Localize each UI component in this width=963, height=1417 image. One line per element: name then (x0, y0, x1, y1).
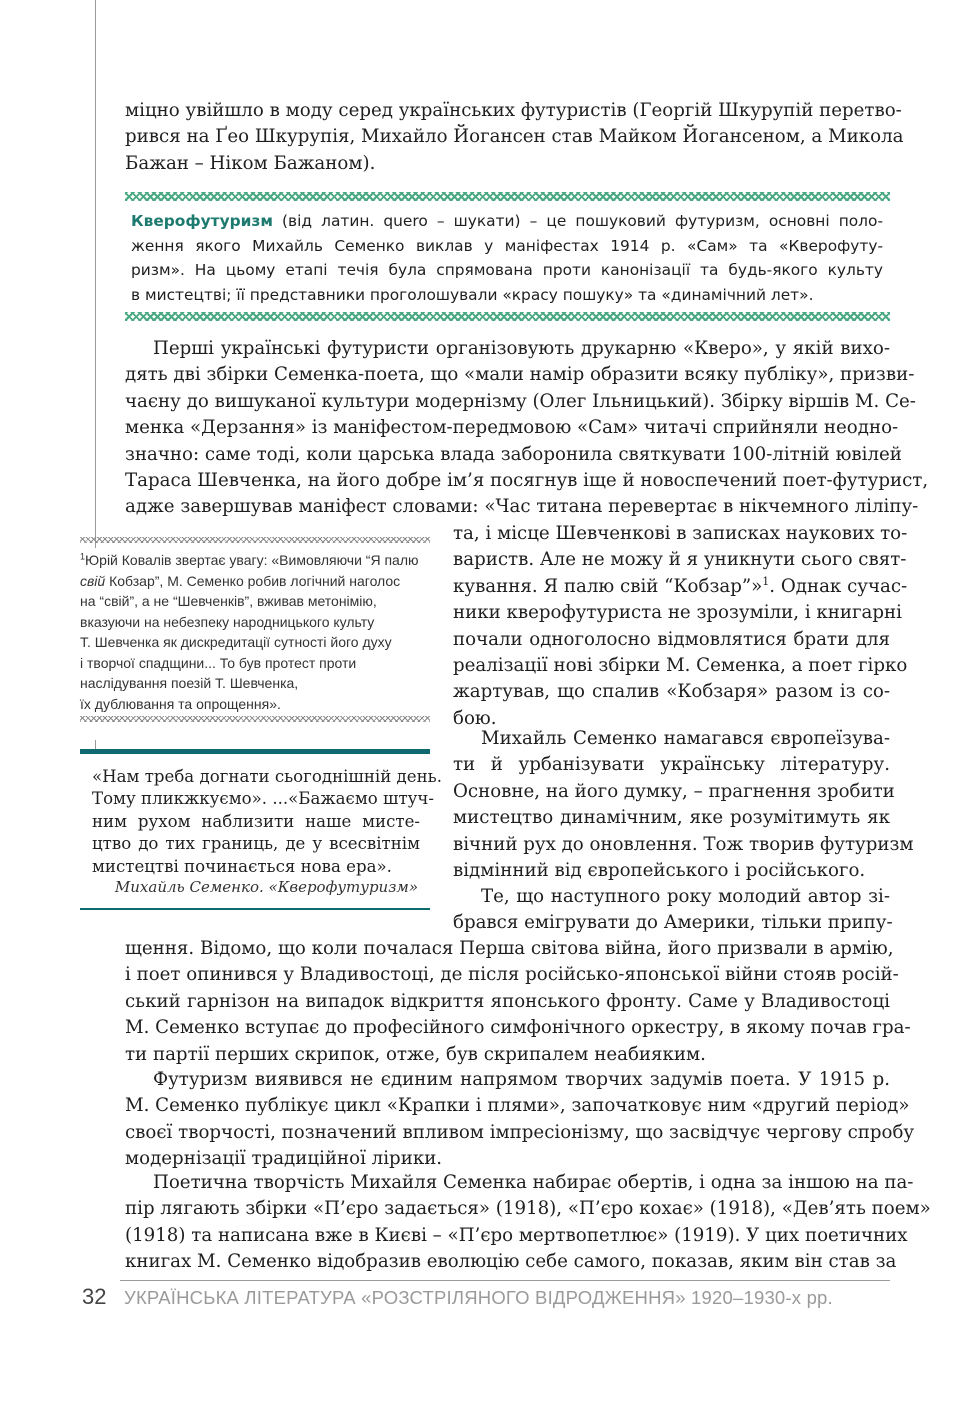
page-number: 32 (82, 1284, 107, 1309)
paragraph-2 (453, 726, 914, 884)
text-line: реалізації нові збірки М. Семенка, а поет гірко (453, 655, 908, 677)
text-line: дять дві збірки Семенка-поета, що «мали намір образити всяку публіку», призви- (125, 364, 915, 386)
definition-line: ження якого Михайль Семенко виклав у маніфестах 1914 р. «Сам» та «Кверофуту- (131, 236, 883, 255)
paragraph-5 (125, 1170, 931, 1276)
definition-ornament-bottom (125, 312, 890, 321)
quote-line: цтво до тих границь, де у всесвітнім (92, 834, 420, 854)
margin-rule (95, 0, 96, 548)
quote-line: мистецтві починається нова ера». (92, 856, 392, 876)
text-line: мистецтво динамічним, яке розумітимуть як (453, 807, 890, 829)
text-line: бою. (453, 707, 497, 729)
text-line: книгах М. Семенко відобразив еволюцію себе самого, показав, яким він став за (125, 1251, 897, 1273)
footnote-emphasis: свій (80, 572, 106, 589)
definition-ornament-top (125, 192, 890, 201)
text-line: і поет опинився у Владивостоці, де після російсько-японської війни стояв росій- (125, 964, 899, 986)
footnote: $^1$Юрій Ковалів звертає увагу: «Вимовляючи “Я палю свій Кобзар”, М. Семенко робив логічний наголос на “свій”, а не “Шевченків”, вживав метонімію, вказуючи на небезпеку народницького культу Т. Шевченка як дискредитації сутності його духу і творчої спадщини... То був протест проти наслідування поезій Т. Шевченка, їх дублювання та опрощення». (80, 550, 425, 714)
intro-paragraph (125, 98, 904, 177)
text-line: вічний рух до оновлення. Тож творив футуризм (453, 833, 914, 855)
text-line: ники кверофутуриста не зрозуміли, і книгарні (453, 602, 902, 624)
text-line: міцно увійшло в моду серед українських футуристів (Георгій Шкурупій перетво- (125, 100, 902, 121)
quote-source: Михайль Семенко. «Кверофутуризм» (114, 878, 418, 896)
text-line: Поетична творчість Михайля Семенка набирає обертів, і одна за іншою на па- (153, 1172, 914, 1193)
footnote-line: Т. Шевченка як дискредитації сутності його духу (80, 634, 392, 650)
quote-line: ним рухом наблизити наше мисте- (92, 811, 420, 831)
text-line: Тараса Шевченка, на його добре ім’я посягнув іще й новоспечений поет-футурист, (125, 470, 929, 492)
text-line: вариств. Але не можу й я уникнути сього свят- (453, 549, 907, 571)
text-line: адже завершував маніфест словами: «Час титана перевертає в нікчемного ліліпу- (125, 496, 919, 518)
text-line: Основне, на його думку, – прагнення зробити (453, 780, 895, 802)
text-line: кування. Я палю свій “Кобзар”»$^1$. Однак сучас- (453, 574, 908, 597)
paragraph-1-right (453, 521, 908, 732)
text-line: М. Семенко вступає до професійного симфонічного оркестру, в якому почав гра- (125, 1017, 911, 1039)
text-line: та, і місце Шевченкові в записках наукових то- (453, 523, 908, 544)
definition-line: Кверофутуризм (від латин. quero – шукати) – це пошуковий футуризм, основні поло- (131, 212, 883, 230)
text-line: (1918) та написана вже в Києві – «П’єро мертвопетлює» (1919). У цих поетичних (125, 1224, 908, 1246)
text-line: ський гарнізон на випадок відкриття японського фронту. Саме у Владивостоці (125, 990, 890, 1012)
text-line: Те, що наступного року молодий автор зі- (481, 886, 890, 907)
text-line: почали одноголосно відмовлятися брати для (453, 628, 890, 650)
footnote-ref: 1 (762, 574, 770, 588)
footer-rule (120, 1280, 890, 1281)
definition-block (131, 209, 883, 307)
text-line: чаєну до вишуканої культури модернізму (Олег Ільницький). Збірку віршів М. Се- (125, 390, 916, 412)
text-line: ти партії перших скрипок, отже, був скрипалем неабияким. (125, 1043, 706, 1065)
footnote-number: 1 (80, 551, 86, 562)
text-line: відмінний від європейського і російського. (453, 860, 866, 882)
footnote-line: і творчої спадщини... То був протест проти (80, 654, 357, 671)
quote-block (92, 766, 442, 878)
text-line: пір лягають збірки «П’єро задається» (1918), «П’єро кохає» (1918), «Дев’ять поем» (125, 1198, 931, 1220)
text-line: брався емігрувати до Америки, тільки припу- (453, 912, 893, 934)
text-line: своєї творчості, позначений впливом імпресіонізму, що засвідчує чергову спробу (125, 1121, 915, 1143)
footnote-line: на “свій”, а не “Шевченків”, вживав метонімію, (80, 593, 377, 609)
paragraph-3-right (453, 884, 893, 937)
text-line: значно: саме тоді, коли царська влада заборонила святкувати 100-літній ювілей (125, 443, 902, 465)
text-line: Бажан – Ніком Бажаном). (125, 152, 376, 174)
quote-rule-top (80, 749, 430, 754)
text-line: Футуризм виявився не єдиним напрямом творчих задумів поета. У 1915 р. (153, 1069, 890, 1090)
text-line: рився на Ґео Шкурупія, Михайло Йогансен став Майком Йогансеном, а Микола (125, 126, 904, 148)
paragraph-3 (125, 936, 911, 1068)
definition-term: Кверофутуризм (131, 212, 273, 230)
footnote-ornament-top (80, 537, 430, 543)
footnote-line: їх дублювання та опрощення». (80, 695, 281, 712)
paragraph-4 (125, 1067, 915, 1173)
definition-line: в мистецтві; її представники проголошували «красу пошуку» та «динамічний лет». (131, 285, 814, 304)
running-head: УКРАЇНСЬКА ЛІТЕРАТУРА «РОЗСТРІЛЯНОГО ВІДРОДЖЕННЯ» 1920–1930-х рр. (124, 1287, 833, 1308)
paragraph-1 (125, 336, 929, 521)
text-line: ти й урбанізувати українську літературу. (453, 754, 890, 776)
footnote-line: вказуючи на небезпеку народницького культу (80, 613, 375, 630)
quote-line: «Нам треба догнати сьогоднішній день. (92, 767, 442, 786)
text-line: жартував, що спалив «Кобзаря» разом із со- (453, 681, 890, 703)
quote-rule-bottom (80, 908, 430, 910)
text-line: менка «Дерзання» із маніфестом-передмовою «Сам» читачі сприйняли неодно- (125, 417, 899, 439)
text-line: модернізації традиційної лірики. (125, 1148, 443, 1170)
text-line: щення. Відомо, що коли почалася Перша світова війна, його призвали в армію, (125, 938, 894, 959)
text-line: Перші українські футуристи організовують друкарню «Кверо», у якій вихо- (153, 338, 890, 359)
text-line: М. Семенко публікує цикл «Крапки і плями», започатковує ним «другий період» (125, 1095, 910, 1117)
text-line: Михайль Семенко намагався європеїзува- (481, 728, 890, 749)
footnote-ornament-bottom (80, 716, 430, 722)
footnote-line: наслідування поезій Т. Шевченка, (80, 675, 299, 691)
quote-line: Тому пликжкуємо». ...«Бажаємо штуч- (92, 789, 434, 809)
definition-line: ризм». На цьому етапі течія була спрямована проти канонізації та будь-якого культу (131, 261, 883, 279)
